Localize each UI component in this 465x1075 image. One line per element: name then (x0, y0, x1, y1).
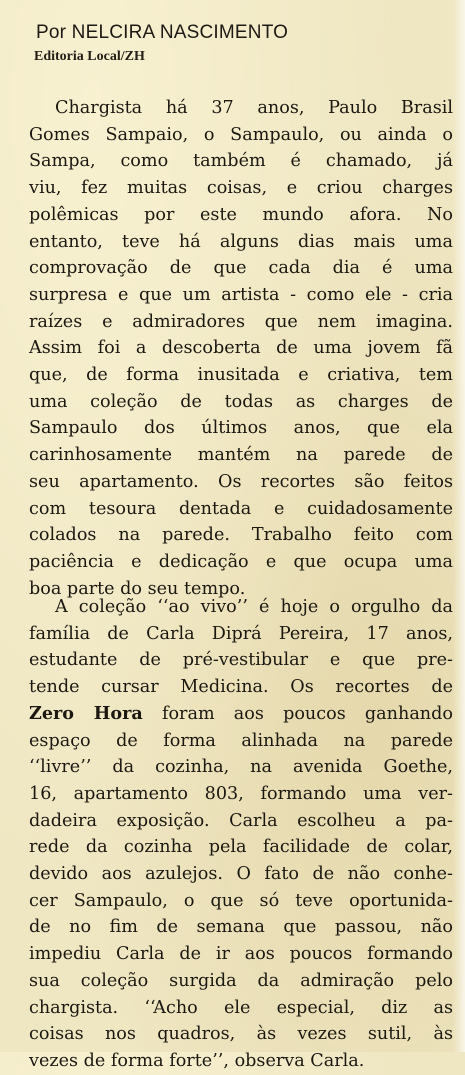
text-line: espaço de forma alinhada na parede (29, 730, 453, 751)
text-line: Gomes Sampaio, o Sampaulo, ou ainda o (29, 124, 453, 145)
text-line: colados na parede. Trabalho feito com (29, 525, 453, 546)
desk-credit: Editoria Local/ZH (34, 49, 145, 64)
text-line: paciência e dedicação e que ocupa uma (29, 551, 453, 572)
text-line: comprovação de que cada dia é uma (29, 258, 453, 279)
text-line: uma coleção de todas as charges de (29, 391, 453, 412)
text-line: 16, apartamento 803, formando uma ver- (29, 783, 453, 804)
text-line: com tesoura dentada e cuidadosamente (29, 498, 453, 519)
article-paragraph-2 (29, 594, 453, 1075)
text-line: ‘‘livre’’ da cozinha, na avenida Goethe, (29, 757, 453, 778)
text-line: impediu Carla de ir aos poucos formando (29, 944, 453, 965)
text-fragment: foram aos poucos ganhando (142, 703, 453, 724)
text-line: carinhosamente mantém na parede de (29, 445, 453, 466)
text-line: de no fim de semana que passou, não (29, 917, 453, 938)
article-paragraph-1 (29, 95, 453, 602)
text-line: viu, fez muitas coisas, e criou charges (29, 178, 453, 199)
text-line: Chargista há 37 anos, Paulo Brasil (55, 98, 453, 118)
text-line: devido aos azulejos. O fato de não conhe- (29, 864, 453, 885)
text-line: vezes de forma forte’’, observa Carla. (29, 1050, 365, 1071)
text-line: boa parte do seu tempo. (29, 578, 246, 599)
text-line: raízes e admiradores que nem imagina. (29, 311, 453, 332)
text-line: rede da cozinha pela facilidade de colar, (29, 837, 453, 858)
text-line: sua coleção surgida da admiração pelo (29, 970, 453, 991)
text-line: tende cursar Medicina. Os recortes de (29, 677, 453, 698)
text-line: polêmicas por este mundo afora. No (29, 204, 453, 225)
paper-edge (453, 0, 465, 1052)
text-line: chargista. ‘‘Acho ele especial, diz as (29, 997, 453, 1018)
text-line-with-newspaper-name (29, 701, 453, 728)
text-line: Sampaulo dos últimos anos, que ela (29, 418, 453, 439)
text-line: surpresa e que um artista - como ele - cria (29, 284, 453, 305)
text-line: que, de forma inusitada e criativa, tem (29, 365, 453, 386)
text-line: estudante de pré-vestibular e que pre- (29, 650, 453, 671)
text-line: dadeira exposição. Carla escolheu a pa- (29, 810, 453, 831)
byline: Por NELCIRA NASCIMENTO (36, 22, 289, 43)
text-line: cer Sampaulo, o que só teve oportunida- (29, 890, 453, 911)
text-line: família de Carla Diprá Pereira, 17 anos, (29, 623, 453, 644)
newspaper-name: Zero Hora (29, 702, 143, 724)
text-line: A coleção ‘‘ao vivo’’ é hoje o orgulho da (55, 597, 453, 617)
text-line: coisas nos quadros, às vezes sutil, às (29, 1024, 453, 1045)
text-line: entanto, teve há alguns dias mais uma (29, 231, 453, 252)
text-line: Sampa, como também é chamado, já (29, 151, 453, 172)
text-line: Assim foi a descoberta de uma jovem fã (29, 338, 453, 359)
text-line: seu apartamento. Os recortes são feitos (29, 471, 453, 492)
